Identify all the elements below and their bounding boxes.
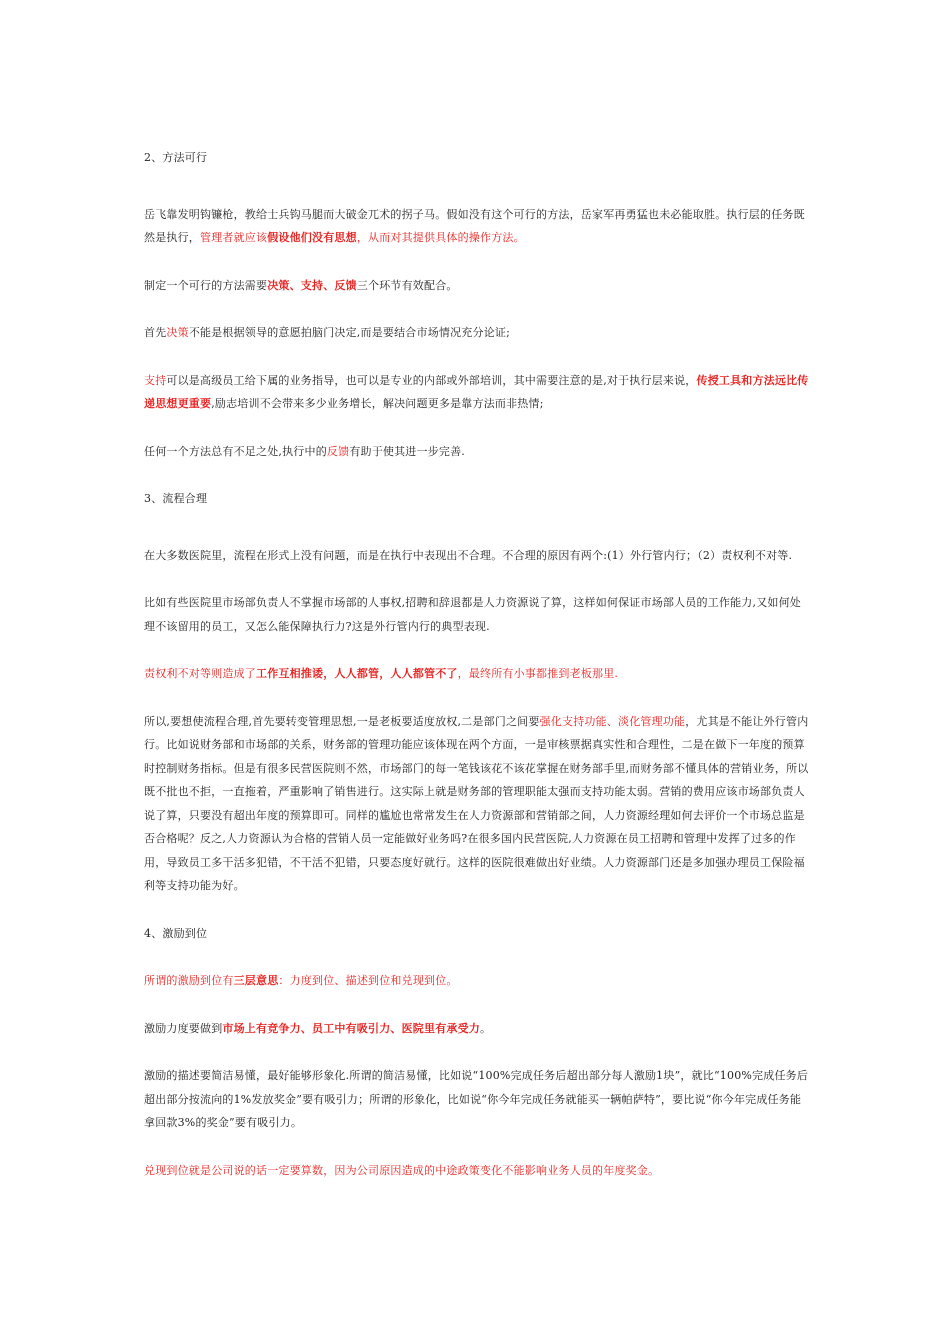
emphasis-text: 市场上有竞争力、员工中有吸引力、医院里有承受力	[222, 1021, 481, 1035]
paragraph	[144, 591, 812, 638]
text-run: 2、方法可行	[144, 151, 208, 164]
text-run: 所以,要想使流程合理,首先要转变管理思想,一是老板要适度放权,二是部门之间要	[144, 714, 540, 728]
text-run: 三个环节有效配合。	[356, 278, 458, 292]
paragraph	[144, 710, 812, 898]
paragraph	[144, 321, 812, 345]
text-run: 不能是根据领导的意愿拍脑门决定,而是要结合市场情况充分论证;	[188, 326, 511, 339]
paragraph	[144, 274, 812, 298]
highlight-text: 决策	[166, 326, 189, 339]
text-run: 比如有些医院里市场部负责人不掌握市场部的人事权,招聘和辞退都是人力资源说了算，这样如何保证市场部人员的工作能力,又如何处理不该留用的员工，又怎么能保障执行力?这是外行管内行的典型表现.	[144, 596, 801, 633]
text-run: 任何一个方法总有不足之处,执行中的	[144, 444, 327, 458]
paragraph	[144, 1159, 812, 1183]
paragraph	[144, 369, 812, 416]
highlight-text: ：力度到位、描述到位和兑现到位。	[278, 974, 458, 987]
text-run: 激励力度要做到	[144, 1021, 223, 1035]
highlight-text: 责权利不对等则造成了	[144, 667, 256, 680]
text-run: 有助于使其进一步完善.	[349, 444, 466, 458]
text-run: 岳飞靠发明钩镰枪，教给士兵钩马腿而大破金兀术的拐子马。假如没有这个可行的方法，岳家军再勇猛也未必能取胜。执行层的任务既然是执行，	[144, 207, 805, 244]
highlight-text: 管理者就应该	[200, 231, 268, 244]
highlight-text: 所谓的激励到位有	[144, 974, 234, 987]
text-run: 。	[480, 1021, 492, 1035]
text-run: 制定一个可行的方法需要	[144, 278, 268, 292]
highlight-text: 兑现到位就是公司说的话一定要算数，因为公司原因造成的中途政策变化不能影响业务人员的年度奖金。	[144, 1163, 660, 1177]
highlight-text: ，最终所有小事都推到老板那里.	[457, 667, 619, 680]
emphasis-text: 三层意思	[233, 974, 279, 987]
text-run: ，尤其是不能让外行管内行。比如说财务部和市场部的关系，财务部的管理功能应该体现在两个方面，一是审核票据真实性和合理性，二是在做下一年度的预算时控制财务指标。但是有很多民营医院则不然，市场部门的每一笔钱该花不该花掌握在财务部手里,而财务部不懂具体的营销业务，所以既不批也不拒，一直拖着，严重影响了销售进行。这实际上就是财务部的管理职能太强而支持功能太弱。营销的费用应该市场部负责人说了算，只要没有超出年度的预算即可。同样的尴尬也常常发生在人力资源部和营销部之间，人力资源经理如何去评价一个市场总监是否合格呢？反之,人力资源认为合格的营销人员一定能做好业务吗?在很多国内民营医院,人力资源在员工招聘和管理中发挥了过多的作用，导致员工多干活多犯错，不干活不犯错，只要态度好就行。这样的医院很难做出好业绩。人力资源部门还是多加强办理员工保险福利等支持功能为好。	[144, 714, 809, 892]
section-heading-incentive	[144, 922, 812, 946]
section-heading-process	[144, 487, 812, 511]
paragraph	[144, 1064, 812, 1135]
paragraph	[144, 440, 812, 464]
highlight-text: ，从而对其提供具体的操作方法。	[356, 231, 525, 244]
text-run: 激励的描述要简洁易懂，最好能够形象化.所谓的简洁易懂，比如说“100%完成任务后超出部分每人激励1块”，就比“100%完成任务后超出部分按流向的1%发放奖金”要有吸引力；所谓的形象化，比如说“你今年完成任务就能买一辆帕萨特”，要比说“你今年完成任务能拿回款3%的奖金”要有吸引力。	[144, 1069, 809, 1129]
emphasis-text: 传授工具和方法远比传递思想更重要	[144, 373, 809, 410]
emphasis-text: 工作互相推诿，人人都管，人人都管不了	[256, 667, 458, 680]
text-run: ,励志培训不会带来多少业务增长，解决问题更多是靠方法而非热情;	[211, 397, 544, 410]
text-run: 3、流程合理	[144, 492, 208, 505]
highlight-text: 支持	[144, 373, 167, 387]
text-run: 4、激励到位	[144, 926, 208, 940]
paragraph	[144, 662, 812, 686]
text-run: 首先	[144, 326, 167, 339]
highlight-text: 强化支持功能、淡化管理功能	[539, 714, 686, 728]
highlight-text: 反馈	[326, 444, 350, 458]
emphasis-text: 假设他们没有思想	[267, 231, 357, 244]
emphasis-text: 决策、支持、反馈	[267, 278, 357, 292]
paragraph	[144, 544, 812, 568]
section-heading-method	[144, 146, 812, 170]
text-run: 在大多数医院里，流程在形式上没有问题，而是在执行中表现出不合理。不合理的原因有两个:(1）外行管内行；（2）责权利不对等.	[144, 548, 793, 562]
paragraph	[144, 203, 812, 250]
paragraph	[144, 1017, 812, 1041]
document-body	[144, 146, 812, 1182]
text-run: 可以是高级员工给下属的业务指导，也可以是专业的内部或外部培训，其中需要注意的是,对于执行层来说，	[166, 373, 697, 387]
paragraph	[144, 969, 812, 993]
